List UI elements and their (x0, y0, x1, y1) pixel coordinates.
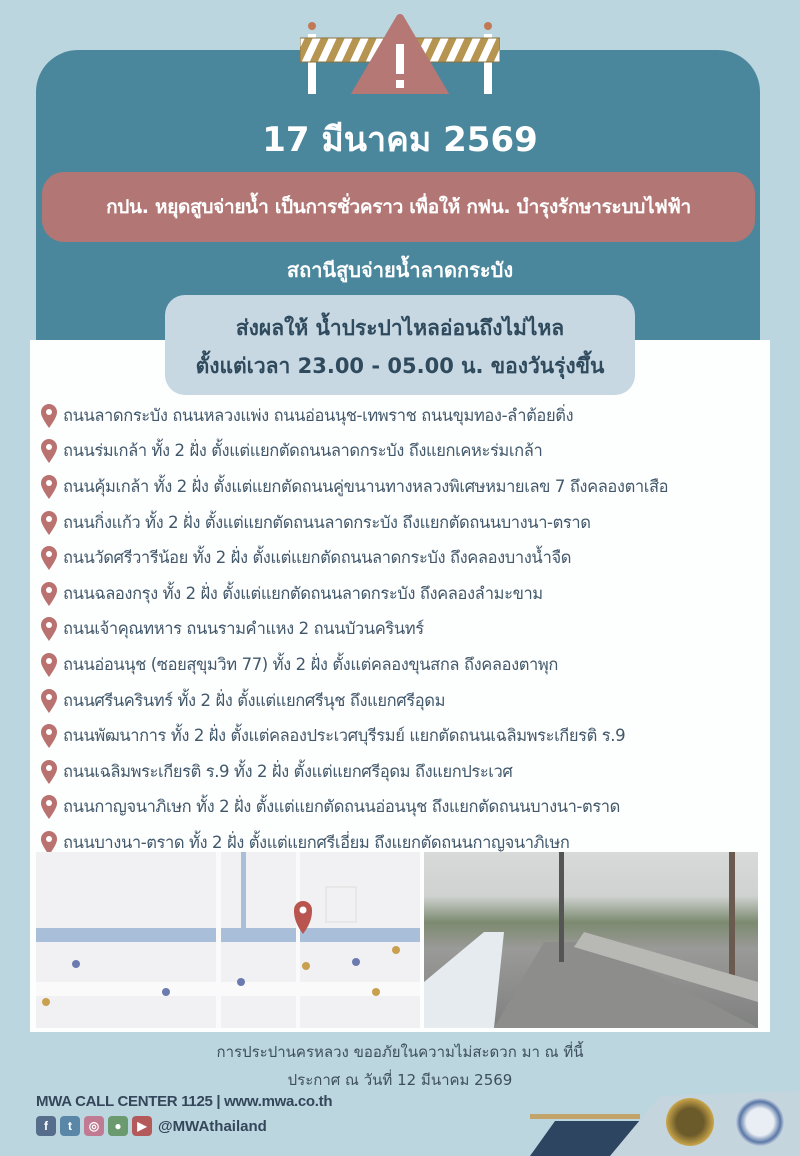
apology-text: การประปานครหลวง ขออภัยในความไม่สะดวก มา ณ ที่นี้ (216, 1043, 584, 1061)
mwa-seal-logo (666, 1098, 714, 1146)
location-pin-icon (40, 511, 58, 535)
area-text: ถนนพัฒนาการ ทั้ง 2 ฝั่ง ตั้งแต่คลองประเวศบุรีรมย์ แยกตัดถนนเฉลิมพระเกียรติ ร.9 (63, 726, 626, 746)
area-list-item (40, 612, 770, 648)
area-list-item (40, 683, 770, 719)
photo-graphic (424, 852, 758, 1028)
date-title: 17 มีนาคม 2569 (262, 120, 538, 160)
area-text: ถนนวัดศรีวารีน้อย ทั้ง 2 ฝั่ง ตั้งแต่แยกตัดถนนลาดกระบัง ถึงคลองบางน้ำจืด (63, 548, 572, 568)
station-photo (424, 852, 758, 1028)
location-pin-icon (40, 404, 58, 428)
location-pin-icon (40, 439, 58, 463)
area-text: ถนนเจ้าคุณทหาร ถนนรามคำแหง 2 ถนนบัวนครินทร์ (63, 619, 424, 639)
call-center[interactable]: MWA CALL CENTER 1125 | www.mwa.co.th (36, 1093, 333, 1110)
location-map[interactable] (36, 852, 420, 1028)
area-text: ถนนกาญจนาภิเษก ทั้ง 2 ฝั่ง ตั้งแต่แยกตัดถนนอ่อนนุช ถึงแยกตัดถนนบางนา-ตราด (63, 797, 620, 817)
location-pin-icon (40, 582, 58, 606)
instagram-icon[interactable]: ◎ (84, 1116, 104, 1136)
area-list-item (40, 754, 770, 790)
youtube-icon[interactable]: ▶ (132, 1116, 152, 1136)
station-name: สถานีสูบจ่ายน้ำลาดกระบัง (286, 258, 514, 282)
area-text: ถนนบางนา-ตราด ทั้ง 2 ฝั่ง ตั้งแต่แยกศรีเอี่ยม ถึงแยกตัดถนนกาญจนาภิเษก (63, 832, 570, 852)
location-pin-icon (40, 475, 58, 499)
area-text: ถนนฉลองกรุง ทั้ง 2 ฝั่ง ตั้งแต่แยกตัดถนนลาดกระบัง ถึงคลองลำมะขาม (63, 583, 543, 603)
notice-banner: กปน. หยุดสูบจ่ายน้ำ เป็นการชั่วคราว เพื่อให้ กฟน. บำรุงรักษาระบบไฟฟ้า (42, 172, 755, 242)
area-text: ถนนศรีนครินทร์ ทั้ง 2 ฝั่ง ตั้งแต่แยกศรีนุช ถึงแยกศรีอุดม (63, 690, 446, 710)
line-icon[interactable]: ● (108, 1116, 128, 1136)
facebook-icon[interactable]: f (36, 1116, 56, 1136)
government-seal-logo (736, 1098, 784, 1146)
affected-areas-list (40, 398, 770, 861)
area-text: ถนนเฉลิมพระเกียรติ ร.9 ทั้ง 2 ฝั่ง ตั้งแต่แยกศรีอุดม ถึงแยกประเวศ (63, 761, 513, 781)
area-list-item (40, 434, 770, 470)
location-pin-icon (40, 724, 58, 748)
area-list-item (40, 505, 770, 541)
warning-barrier-icon (300, 14, 500, 94)
area-list-item (40, 540, 770, 576)
area-text: ถนนอ่อนนุช (ซอยสุขุมวิท 77) ทั้ง 2 ฝั่ง ตั้งแต่คลองขุนสกล ถึงคลองตาพุก (63, 654, 558, 674)
effect-box (165, 295, 635, 395)
area-text: ถนนคุ้มเกล้า ทั้ง 2 ฝั่ง ตั้งแต่แยกตัดถนนคู่ขนานทางหลวงพิเศษหมายเลข 7 ถึงคลองตาเสือ (63, 476, 669, 496)
area-list-item (40, 790, 770, 826)
location-pin-icon (40, 689, 58, 713)
location-pin-icon (40, 795, 58, 819)
effect-line-1: ส่งผลให้ น้ำประปาไหลอ่อนถึงไม่ไหล (235, 316, 565, 340)
map-graphic (36, 852, 420, 1028)
location-pin-icon (40, 653, 58, 677)
location-pin-icon (40, 546, 58, 570)
area-list-item (40, 718, 770, 754)
social-handle[interactable]: @MWAthailand (158, 1117, 267, 1135)
area-text: ถนนร่มเกล้า ทั้ง 2 ฝั่ง ตั้งแต่แยกตัดถนนลาดกระบัง ถึงแยกเคหะร่มเกล้า (63, 441, 543, 461)
location-pin-icon (40, 617, 58, 641)
area-list-item (40, 469, 770, 505)
announcement-date: ประกาศ ณ วันที่ 12 มีนาคม 2569 (287, 1071, 513, 1089)
area-list-item (40, 647, 770, 683)
social-links (36, 1116, 267, 1136)
effect-line-2: ตั้งแต่เวลา 23.00 - 05.00 น. ของวันรุ่งขึ้น (195, 354, 605, 378)
area-text: ถนนลาดกระบัง ถนนหลวงแพ่ง ถนนอ่อนนุช-เทพราช ถนนขุมทอง-ลำต้อยติ่ง (63, 405, 574, 425)
area-list-item (40, 398, 770, 434)
location-pin-icon (40, 760, 58, 784)
area-text: ถนนกิ่งแก้ว ทั้ง 2 ฝั่ง ตั้งแต่แยกตัดถนนลาดกระบัง ถึงแยกตัดถนนบางนา-ตราด (63, 512, 591, 532)
area-list-item (40, 576, 770, 612)
twitter-icon[interactable]: t (60, 1116, 80, 1136)
